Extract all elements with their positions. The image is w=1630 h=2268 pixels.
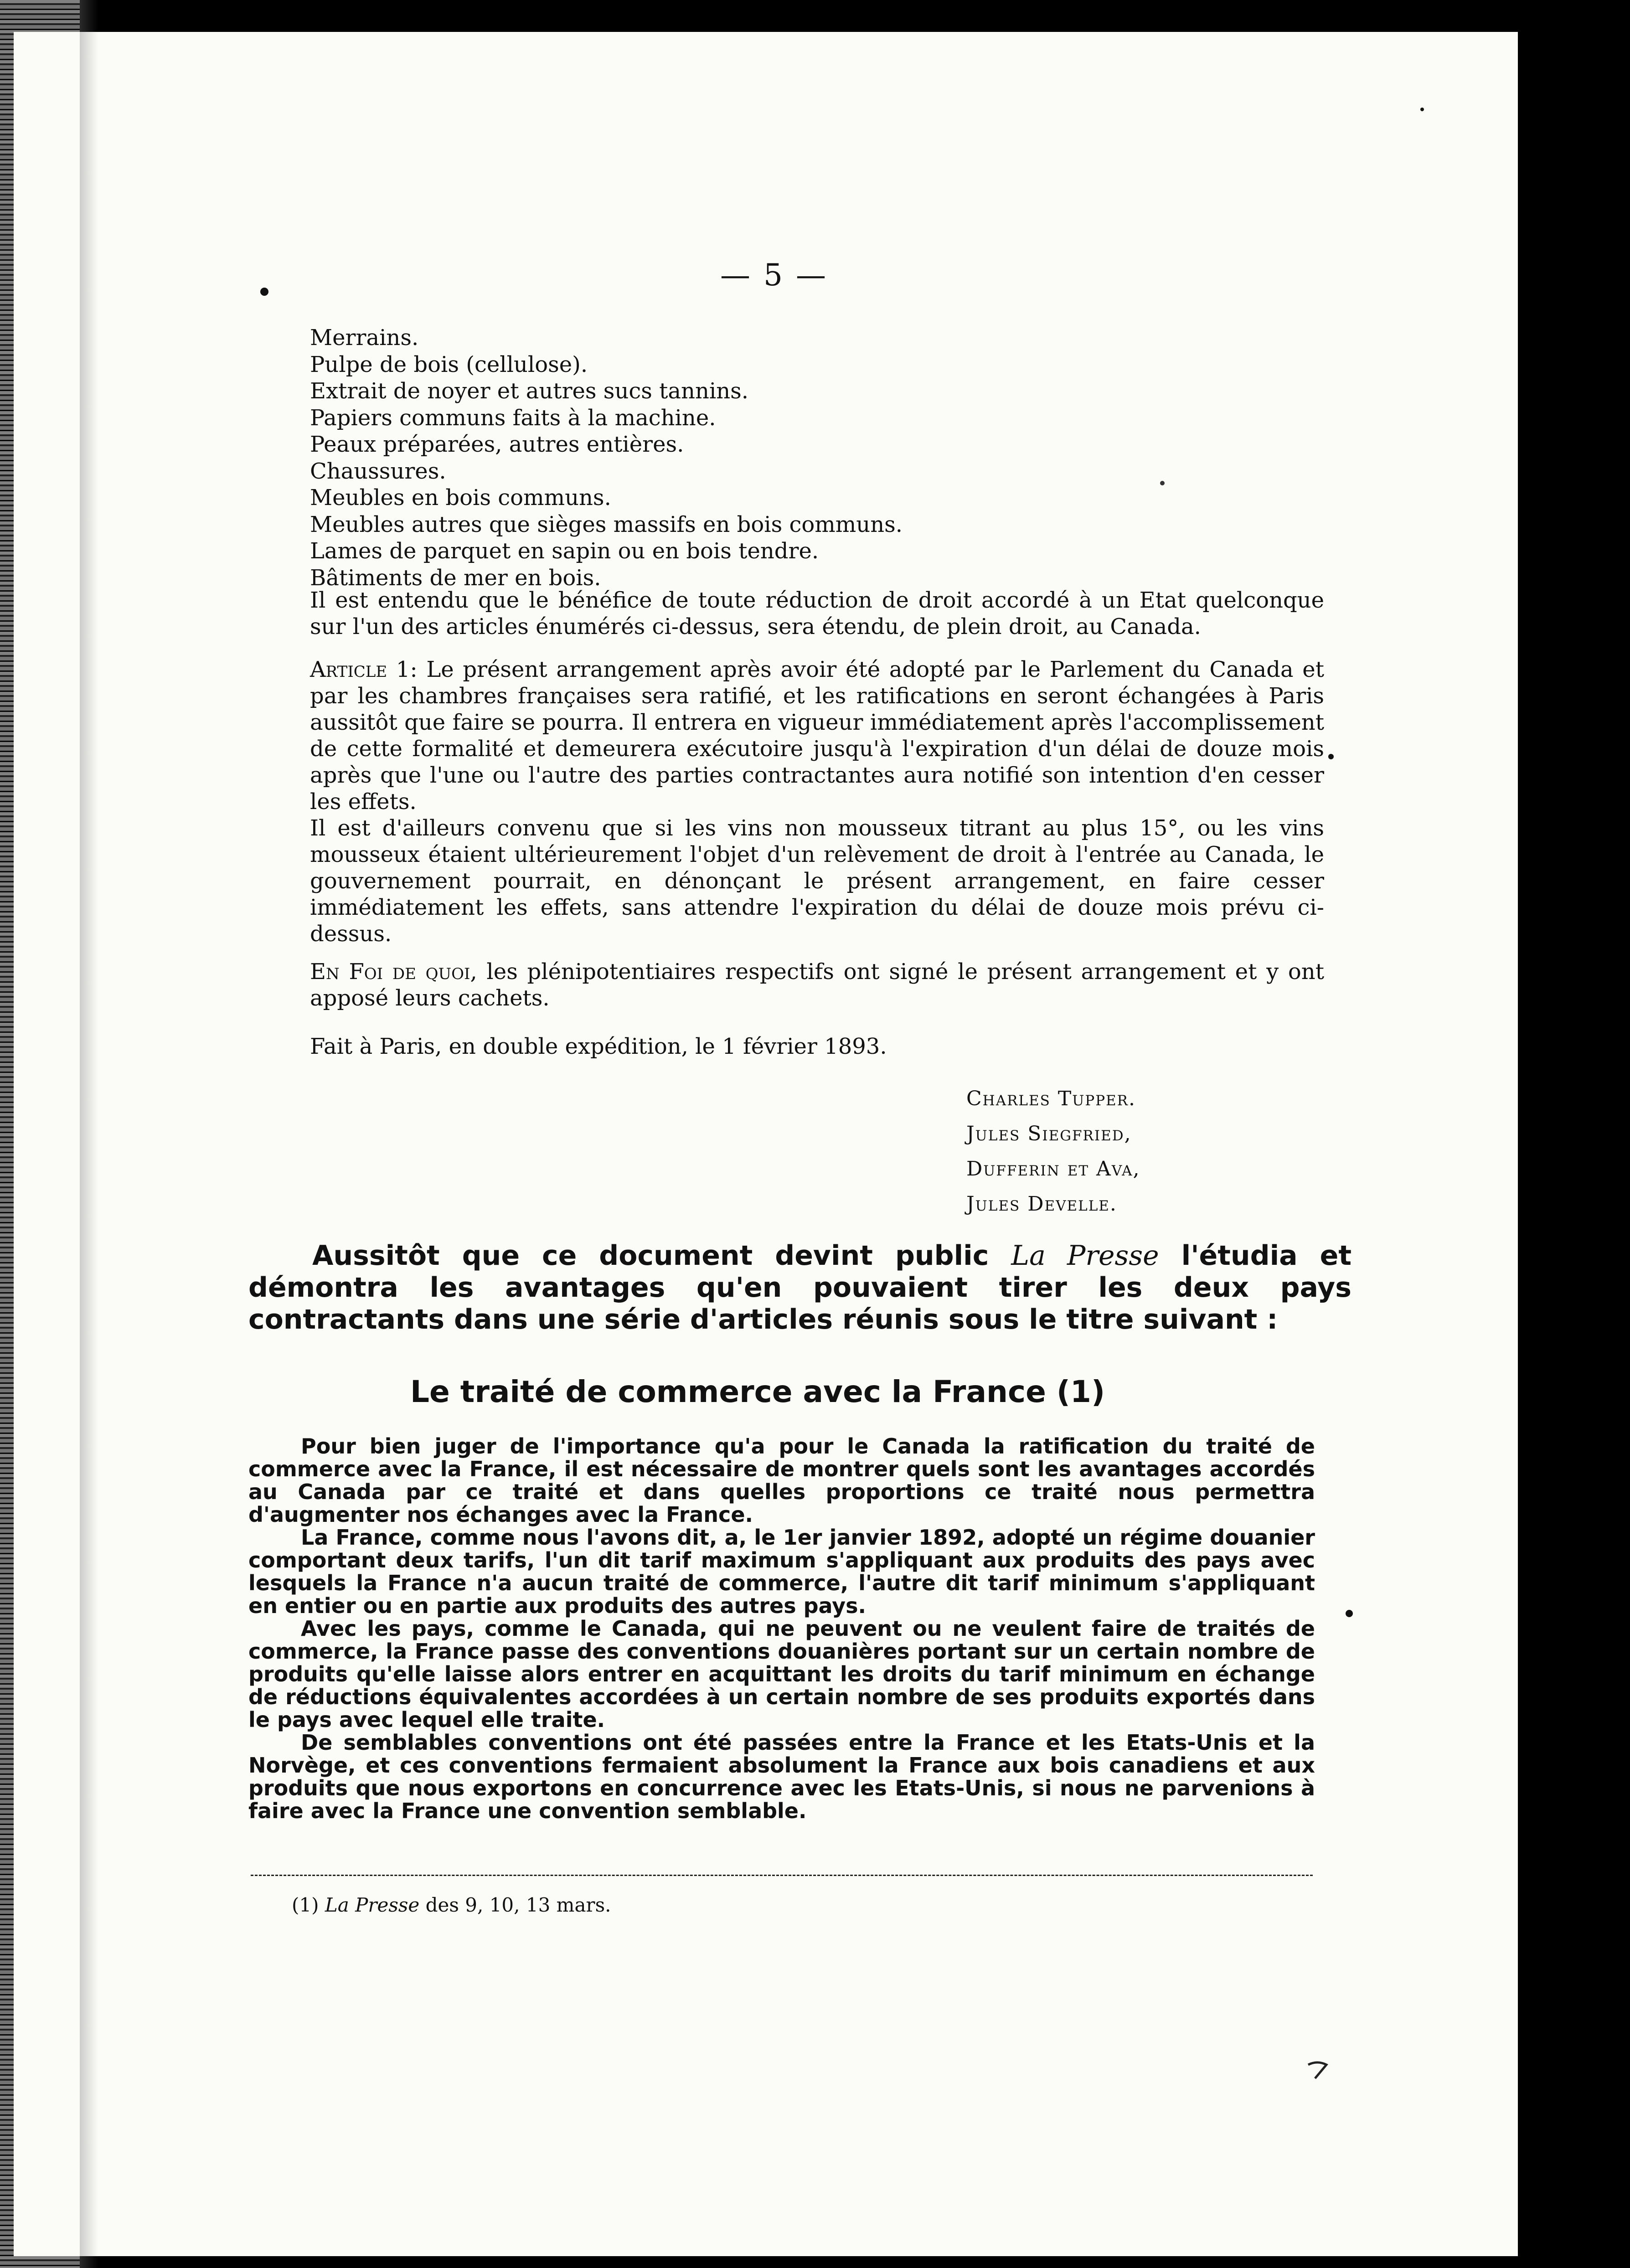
footnote-mark: (1) (292, 1894, 325, 1916)
article-label: Article 1 (310, 657, 410, 682)
article-text: : Le présent arrangement après avoir été adopté par le Parlement du Canada et par les chambres françaises sera ratifié, et les ratifications en seront échangées à Paris aussitôt que faire se pourra. Il entrera en vigueur immédiatement après l'accomplissement de cette formalité et demeurera exécutoire jusqu'à l'expiration d'un délai de douze mois après que l'une ou l'autre des parties contractantes aura notifié son intention d'en cesser les effets. (310, 657, 1325, 814)
faith-text: les plénipotentiaires respectifs ont signé le présent arrangement et y ont apposé leurs cachets. (310, 959, 1325, 1011)
list-item: Papiers communs faits à la machine. (310, 405, 716, 431)
section-heading: Le traité de commerce avec la France (1) (410, 1374, 1105, 1409)
list-item: Merrains. (310, 325, 419, 351)
signatory: Jules Develle. (966, 1192, 1117, 1216)
body-paragraph: Avec les pays, comme le Canada, qui ne peuvent ou ne veulent faire de traités de commerce, la France passe des conventions douanières portant sur un certain nombre de produits qu'elle laisse alors entrer en acquittant les droits du tarif minimum en échange de réductions équivalentes accordées à un certain nombre de ses produits exportés dans le pays avec lequel elle traite. (248, 1616, 1315, 1732)
footnote-publication: La Presse (325, 1894, 420, 1916)
list-item: Lames de parquet en sapin ou en bois tendre. (310, 538, 819, 564)
speck (1420, 108, 1424, 111)
list-item: Bâtiments de mer en bois. (310, 565, 601, 591)
faith-label: En Foi de quoi, (310, 959, 477, 985)
footnote-rest: des 9, 10, 13 mars. (419, 1894, 611, 1916)
signatory: Charles Tupper. (966, 1087, 1136, 1110)
intro-publication: La Presse (1011, 1240, 1159, 1272)
intro-after: l'étudia et démontra les avantages qu'en pouvaient tirer les deux pays contractants dans une série d'articles réunis sous le titre suivant : (248, 1240, 1351, 1335)
speck (1328, 754, 1334, 759)
signatory: Dufferin et Ava, (966, 1157, 1140, 1180)
list-item: Extrait de noyer et autres sucs tannins. (310, 378, 749, 404)
list-item: Meubles autres que sièges massifs en bois communs. (310, 511, 903, 537)
speck (1346, 1610, 1353, 1617)
list-item: Pulpe de bois (cellulose). (310, 351, 588, 377)
list-item: Peaux préparées, autres entières. (310, 432, 684, 457)
list-item: Meubles en bois communs. (310, 485, 611, 510)
ink-mark (1308, 2062, 1326, 2078)
clause-benefit-text: Il est entendu que le bénéfice de toute réduction de droit accordé à un Etat quelconque sur l'un des articles énumérés ci-dessus, sera étendu, de plein droit, au Canada. (310, 588, 1324, 639)
speck (260, 288, 268, 296)
list-item: Chaussures. (310, 458, 446, 484)
intro-before: Aussitôt que ce document devint public (312, 1240, 1011, 1272)
body-paragraph: La France, comme nous l'avons dit, a, le 1er janvier 1892, adopté un régime douanier comportant deux tarifs, l'un dit tarif maximum s'appliquant aux produits des pays avec lesquels la France n'a aucun traité de commerce, l'autre dit tarif minimum s'appliquant en entier ou en partie aux produits des autres pays. (248, 1525, 1315, 1618)
done-at-line: Fait à Paris, en double expédition, le 1 février 1893. (310, 1034, 887, 1059)
body-paragraph: De semblables conventions ont été passées entre la France et les Etats-Unis et la Norvège, et ces conventions fermaient absolument la France aux bois canadiens et aux produits que nous exportons en concurrence avec les Etats-Unis, si nous ne parvenions à faire avec la France une convention semblable. (248, 1730, 1315, 1823)
body-paragraph: Pour bien juger de l'importance qu'a pour le Canada la ratification du traité de commerce avec la France, il est nécessaire de montrer quels sont les avantages accordés au Canada par ce traité et dans quelles proportions ce traité nous permettra d'augmenter nos échanges avec la France. (248, 1434, 1315, 1527)
clause-wines-text: Il est d'ailleurs convenu que si les vins non mousseux titrant au plus 15°, ou les vins mousseux étaient ultérieurement l'objet d'un relèvement de droit à l'entrée au Canada, le gouvernement pourrait, en dénonçant le présent arrangement, en faire cesser immédiatement les effets, sans attendre l'expiration du délai de douze mois prévu ci-dessus. (310, 815, 1324, 947)
signatory: Jules Siegfried, (966, 1122, 1132, 1145)
page-number: — 5 — (720, 258, 828, 293)
speck (1160, 481, 1165, 485)
